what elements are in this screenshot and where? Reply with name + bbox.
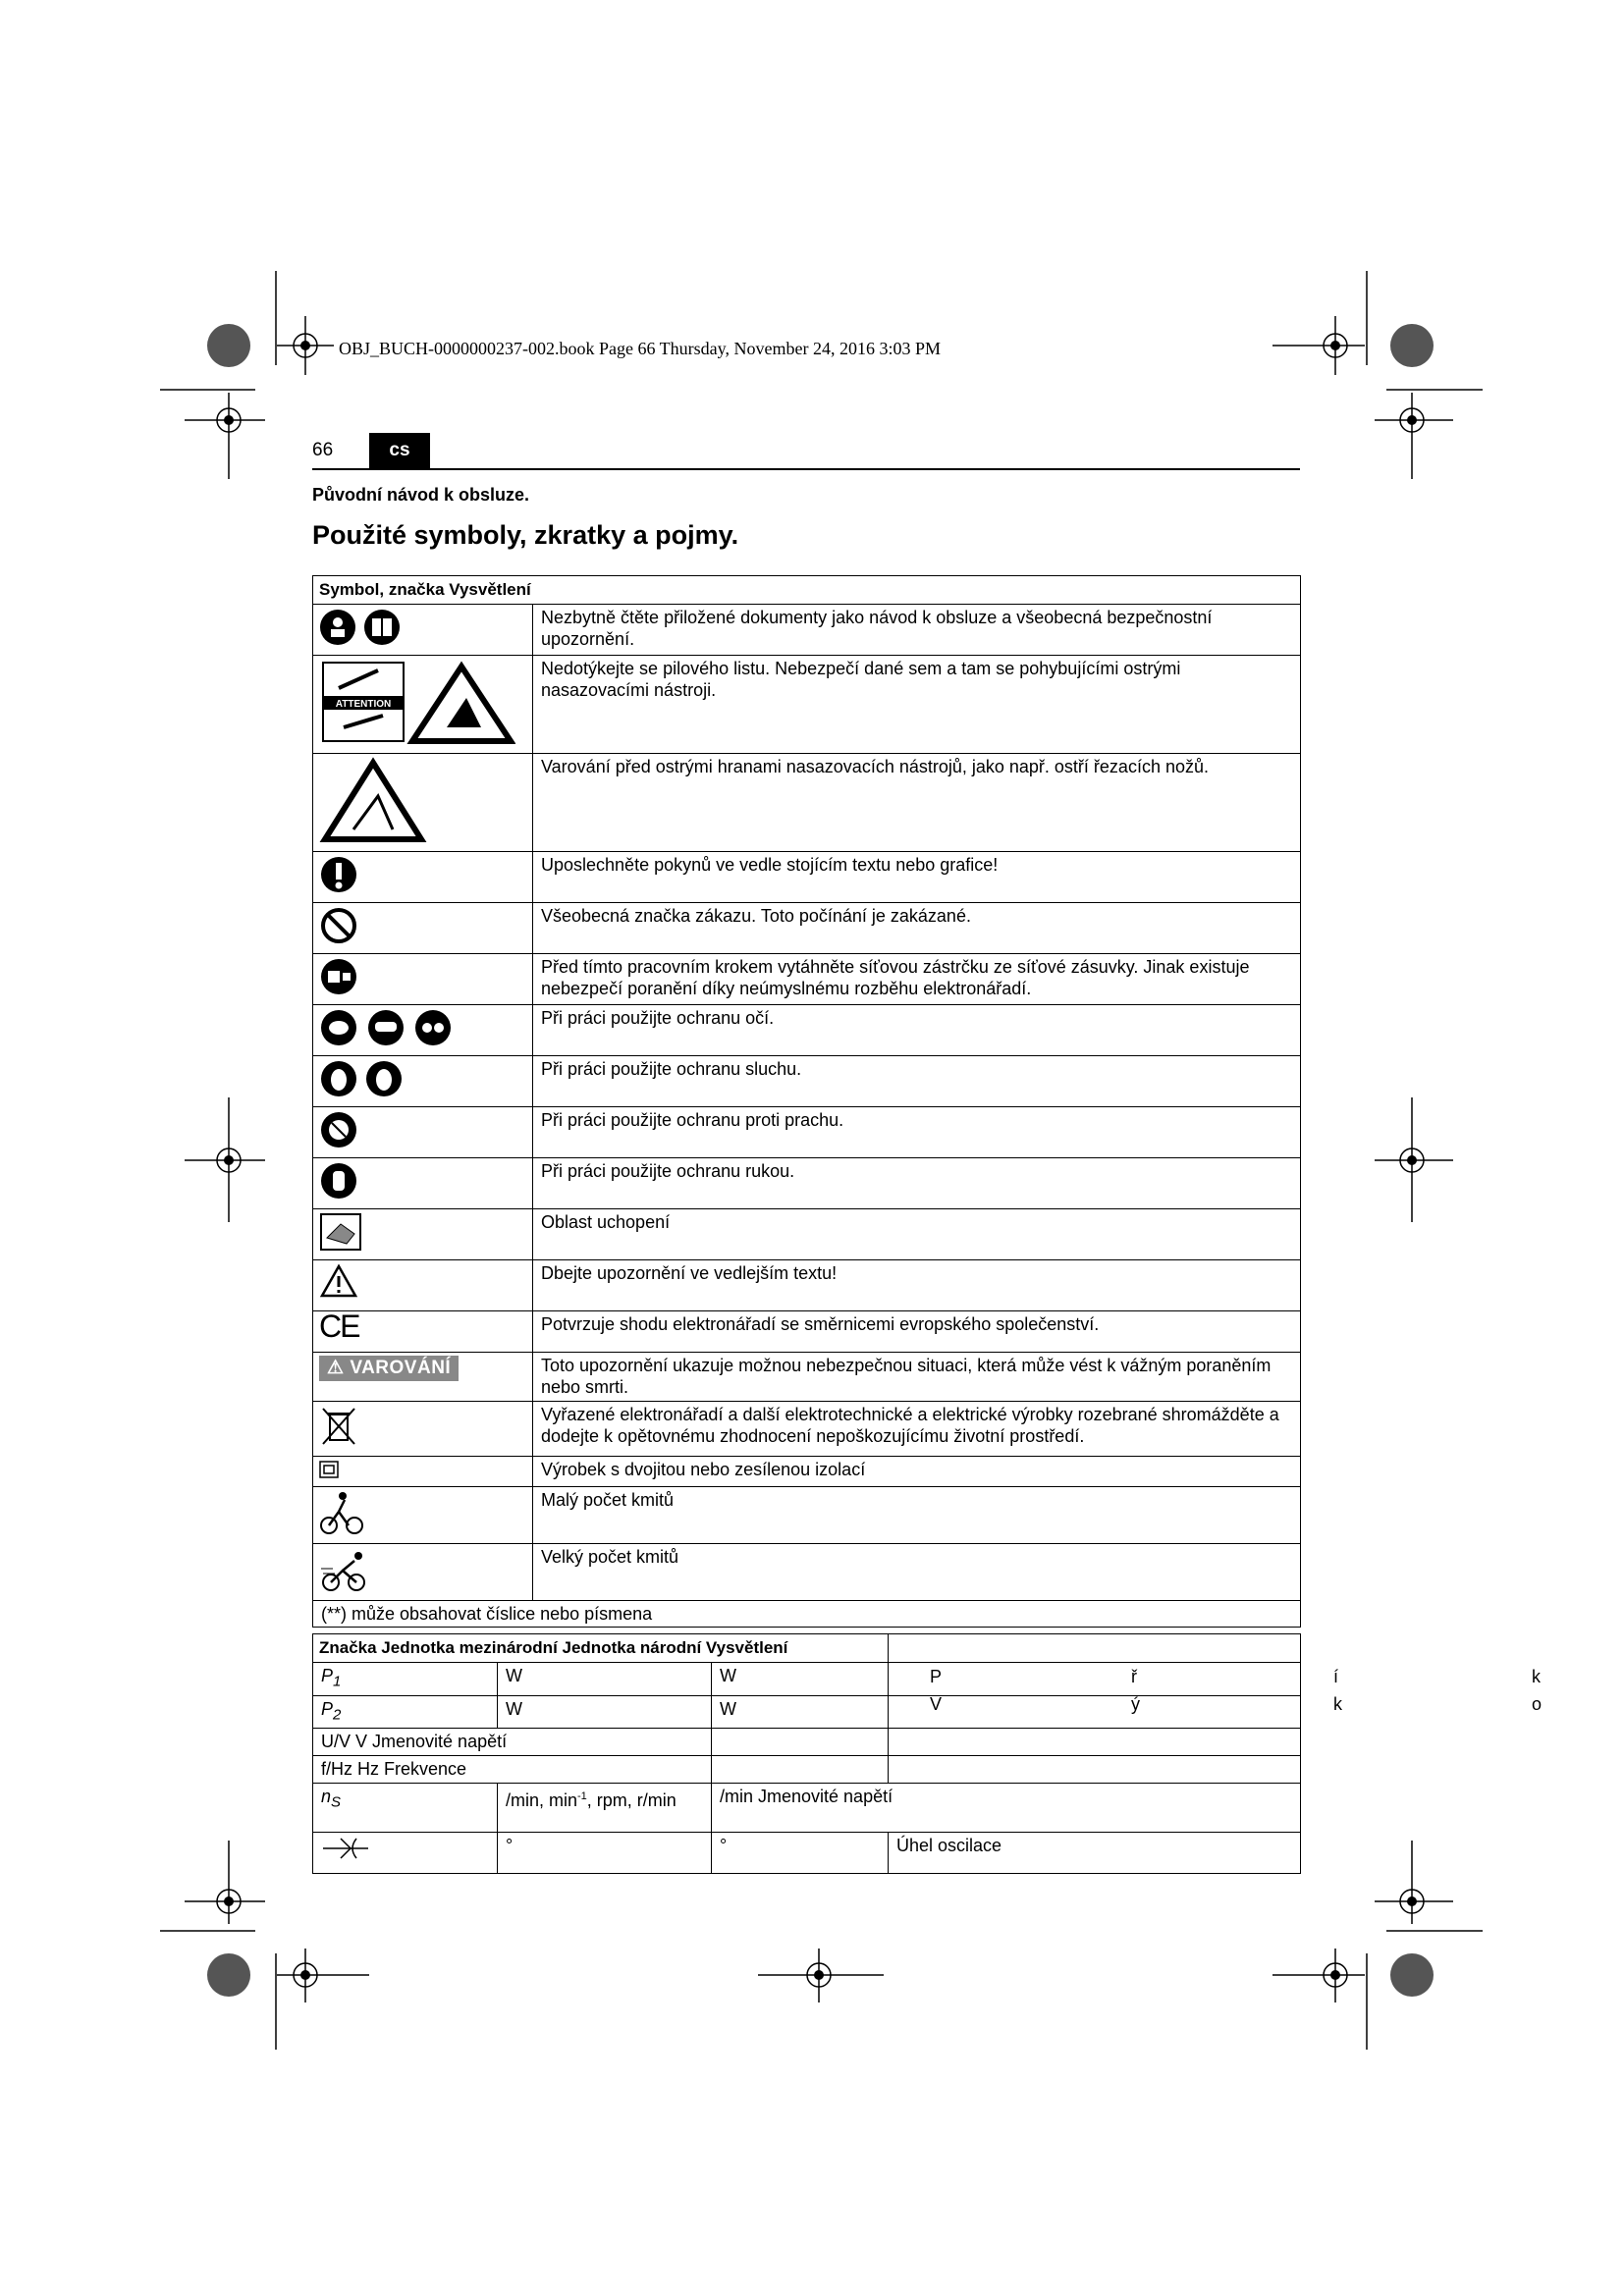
- row-text: Malý počet kmitů: [533, 1486, 1301, 1543]
- stray-char: o: [1532, 1694, 1543, 1714]
- row-text: Uposlechněte pokynů ve vedle stojícím textu nebo grafice!: [533, 852, 1301, 903]
- print-header: OBJ_BUCH-0000000237-002.book Page 66 Thursday, November 24, 2016 3:03 PM: [339, 339, 941, 358]
- double-insulation-icon: [319, 1461, 339, 1483]
- stray-char: k: [1532, 1667, 1541, 1686]
- eye-protection-icon: [319, 1008, 457, 1052]
- row-text: Dbejte upozornění ve vedlejším textu!: [533, 1260, 1301, 1311]
- row-text: Nezbytně čtěte přiložené dokumenty jako návod k obsluze a všeobecná bezpečnostní upozornění.: [533, 605, 1301, 656]
- table-row: ° ° Úhel oscilace: [313, 1833, 1301, 1874]
- table-row: $P_2$ W W: [313, 1695, 1301, 1729]
- svg-text:ATTENTION: ATTENTION: [335, 699, 392, 710]
- row-text: Oblast uchopení: [533, 1209, 1301, 1260]
- sharp-edges-warning-icon: [319, 757, 427, 848]
- oscillation-angle-icon: [321, 1835, 370, 1867]
- table-row: $n_S$ /min, $\min^{-1}$, rpm, r/min /min Jmenovité napětí: [313, 1784, 1301, 1833]
- saw-blade-warning-icon: [319, 659, 515, 750]
- row-text: Při práci použijte ochranu proti prachu.: [533, 1107, 1301, 1158]
- low-oscillation-icon: [319, 1490, 364, 1540]
- row-text: Při práci použijte ochranu rukou.: [533, 1158, 1301, 1209]
- stray-char: P: [930, 1667, 943, 1686]
- table-row: [313, 1209, 1301, 1260]
- table-row: [313, 1260, 1301, 1311]
- unplug-icon: [319, 957, 358, 1001]
- table-row: [313, 605, 1301, 656]
- high-oscillation-icon: [319, 1547, 370, 1597]
- row-text: Nedotýkejte se pilového listu. Nebezpečí dané sem a tam se pohybujícími ostrými nasazovacími nástroji.: [533, 656, 1301, 754]
- grip-area-icon: [319, 1212, 362, 1256]
- dust-mask-icon: [319, 1110, 358, 1154]
- weee-bin-icon: [319, 1405, 358, 1453]
- row-text: Před tímto pracovním krokem vytáhněte síťovou zástrčku ze síťové zásuvky. Jinak existuje nebezpečí poranění díky neúmyslnému rozběhu elektronářadí.: [533, 954, 1301, 1005]
- row-text: Výrobek s dvojitou nebo zesílenou izolací: [533, 1457, 1301, 1487]
- units-table: [312, 1633, 1301, 1874]
- row-text: Velký počet kmitů: [533, 1543, 1301, 1600]
- table-row: [313, 1158, 1301, 1209]
- page-number: 66: [312, 440, 334, 460]
- table-row: $P_1$ W W: [313, 1663, 1301, 1696]
- gloves-icon: [319, 1161, 358, 1205]
- row-text: Všeobecná značka zákazu. Toto počínání je zakázané.: [533, 903, 1301, 954]
- table-row: [313, 852, 1301, 903]
- prohibition-icon: [319, 906, 358, 950]
- row-text: Při práci použijte ochranu sluchu.: [533, 1056, 1301, 1107]
- footnote: (**) může obsahovat číslice nebo písmena: [313, 1600, 1301, 1627]
- table-row: [313, 1486, 1301, 1543]
- stray-char: ř: [1131, 1667, 1137, 1686]
- warning-triangle-icon: [319, 1263, 358, 1304]
- ce-mark-icon: CE: [319, 1308, 359, 1345]
- table-row: [313, 1543, 1301, 1600]
- stray-char: k: [1333, 1694, 1342, 1714]
- stray-char: V: [930, 1694, 943, 1714]
- table-row: [313, 1457, 1301, 1487]
- varovani-badge: ⚠ VAROVÁNÍ: [319, 1356, 459, 1381]
- table-row: [313, 1353, 1301, 1402]
- row-text: Toto upozornění ukazuje možnou nebezpečnou situaci, která může vést k vážným poraněním nebo smrti.: [533, 1353, 1301, 1402]
- table-row: [313, 903, 1301, 954]
- table-row: [313, 1005, 1301, 1056]
- table-row: [313, 1107, 1301, 1158]
- table-row: [313, 656, 1301, 754]
- hearing-protection-icon: [319, 1059, 407, 1103]
- table-row: [313, 1056, 1301, 1107]
- table-row: U/V V Jmenovité napětí: [313, 1729, 1301, 1756]
- row-text: Vyřazené elektronářadí a další elektrotechnické a elektrické výrobky rozebrané shromážděte a dodejte k opětovnému zhodnocení nepoškozujícímu životní prostředí.: [533, 1402, 1301, 1457]
- table-header: Značka Jednotka mezinárodní Jednotka národní Vysvětlení: [313, 1634, 889, 1663]
- table-row: f/Hz Hz Frekvence: [313, 1756, 1301, 1784]
- table-row: [313, 1402, 1301, 1457]
- header-rule: [312, 468, 1300, 470]
- table-row: [313, 754, 1301, 852]
- symbol-table: [312, 575, 1301, 1628]
- table-row: [313, 1311, 1301, 1353]
- subtitle: Původní návod k obsluze.: [312, 485, 530, 505]
- page-title: Použité symboly, zkratky a pojmy.: [312, 520, 739, 550]
- stray-char: ý: [1131, 1694, 1140, 1714]
- table-header: Symbol, značka Vysvětlení: [313, 576, 1301, 605]
- read-manual-icon: [319, 608, 404, 652]
- row-text: Při práci použijte ochranu očí.: [533, 1005, 1301, 1056]
- exclamation-mandatory-icon: [319, 855, 358, 899]
- stray-char: í: [1333, 1667, 1339, 1686]
- row-text: Potvrzuje shodu elektronářadí se směrnicemi evropského společenství.: [533, 1311, 1301, 1353]
- table-row: [313, 954, 1301, 1005]
- language-badge: cs: [369, 433, 430, 468]
- row-text: Varování před ostrými hranami nasazovacích nástrojů, jako např. ostří řezacích nožů.: [533, 754, 1301, 852]
